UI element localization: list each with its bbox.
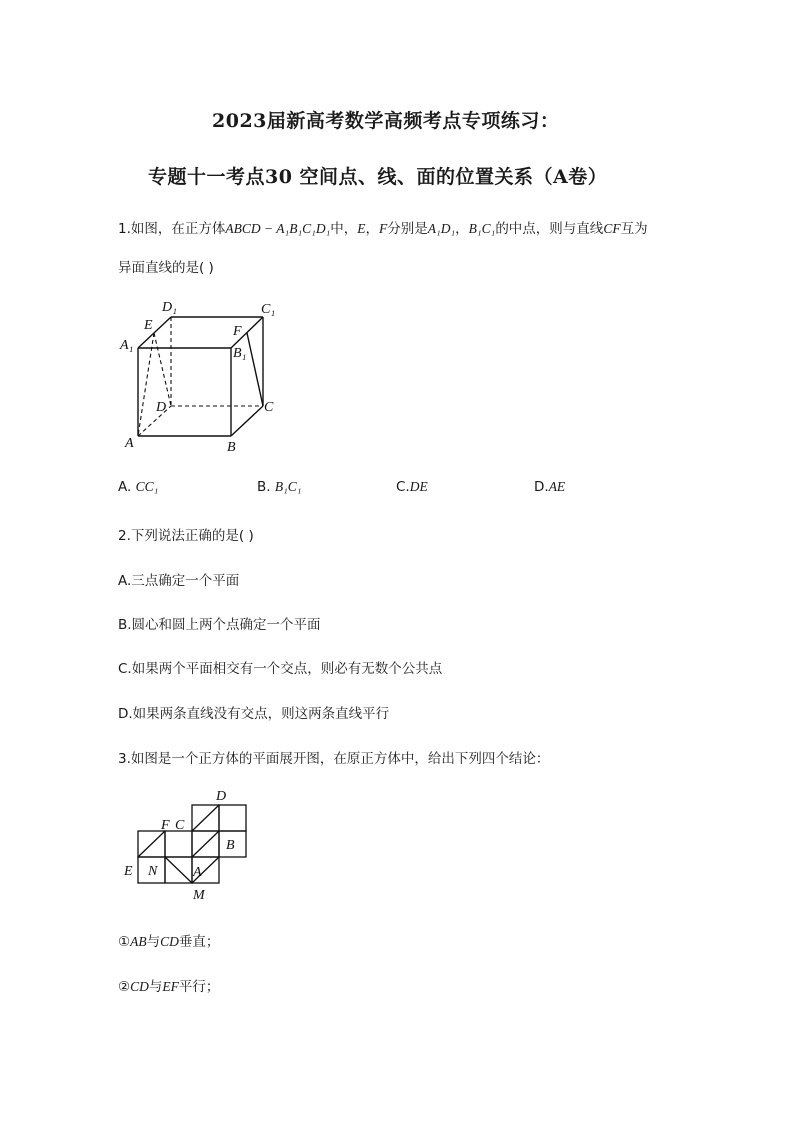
q1-option-b-value: B₁C₁ bbox=[274, 479, 302, 494]
q3-c1-connector: 与 bbox=[146, 934, 161, 950]
label-b: B bbox=[227, 440, 236, 455]
segment-cf bbox=[247, 333, 263, 406]
q1-cube-name: ABCD − A₁B₁C₁D₁ bbox=[225, 221, 331, 236]
q1-option-c-value: DE bbox=[409, 479, 428, 494]
net-label-a: A bbox=[193, 865, 202, 880]
q1-text-1: 1.如图，在正方体 bbox=[118, 221, 226, 237]
q1-text-4: 的中点，则与直线 bbox=[495, 221, 604, 237]
net-label-e: E bbox=[124, 864, 133, 879]
q1-text-5: 互为 bbox=[620, 221, 648, 237]
q1-option-a-prefix: A. bbox=[118, 479, 136, 495]
net-diagonal-1 bbox=[192, 805, 219, 831]
q1-option-d-prefix: D. bbox=[534, 479, 549, 495]
net-label-m: M bbox=[193, 888, 205, 901]
q3-c1-number: ① bbox=[118, 934, 131, 950]
label-a1: A₁ bbox=[120, 338, 134, 353]
q2-option-d[interactable]: D.如果两条直线没有交点，则这两条直线平行 bbox=[118, 706, 390, 722]
q3-conclusion-1 bbox=[118, 930, 219, 950]
net-square-top-2 bbox=[219, 805, 246, 831]
q1-option-b-prefix: B. bbox=[257, 479, 275, 495]
q1-comma-1: ， bbox=[365, 221, 380, 237]
net-label-n: N bbox=[148, 864, 158, 879]
cube-figure bbox=[116, 295, 286, 460]
q1-option-b[interactable] bbox=[257, 479, 302, 495]
net-label-d: D bbox=[216, 789, 227, 804]
q2-option-b[interactable]: B.圆心和圆上两个点确定一个平面 bbox=[118, 617, 321, 633]
q1-option-c[interactable] bbox=[396, 479, 428, 495]
q3-c1-line-b: CD bbox=[160, 934, 179, 949]
label-d1: D₁ bbox=[162, 300, 177, 315]
q1-text-3: 分别是 bbox=[387, 221, 428, 237]
label-e: E bbox=[144, 318, 153, 333]
q2-option-a[interactable]: A.三点确定一个平面 bbox=[118, 573, 240, 589]
label-f: F bbox=[233, 324, 242, 339]
q3-c2-line-a: CD bbox=[130, 979, 149, 994]
question-1-stem bbox=[118, 217, 648, 237]
q3-c2-line-b: EF bbox=[162, 979, 179, 994]
net-label-b: B bbox=[226, 838, 235, 853]
q3-c1-relation: 垂直； bbox=[178, 934, 220, 950]
q1-option-c-prefix: C. bbox=[396, 479, 410, 495]
q1-line-cf: CF bbox=[603, 221, 621, 236]
label-a: A bbox=[125, 436, 134, 451]
cube-net-figure bbox=[118, 786, 258, 901]
net-square-mid-2 bbox=[165, 831, 192, 857]
q3-c1-line-a: AB bbox=[130, 934, 147, 949]
question-3-stem: 3.如图是一个正方体的平面展开图，在原正方体中，给出下列四个结论： bbox=[118, 751, 550, 767]
page-title: 2023届新高考数学高频考点专项练习： bbox=[212, 110, 560, 132]
q2-option-c[interactable]: C.如果两个平面相交有一个交点，则必有无数个公共点 bbox=[118, 661, 443, 677]
q1-comma-2: ， bbox=[455, 221, 469, 237]
net-diagonal-4 bbox=[138, 831, 165, 857]
page-subtitle: 专题十一考点30 空间点、线、面的位置关系（A卷） bbox=[148, 166, 608, 188]
q1-option-d[interactable] bbox=[534, 479, 565, 495]
q1-option-d-value: AE bbox=[548, 479, 566, 494]
q3-c2-connector: 与 bbox=[148, 979, 163, 995]
net-diagonal-2 bbox=[192, 831, 219, 857]
q1-option-a-value: CC₁ bbox=[135, 479, 159, 494]
q1-option-a[interactable] bbox=[118, 479, 158, 495]
q1-segment-b1c1: B₁C₁ bbox=[468, 221, 496, 236]
q1-point-e: E bbox=[357, 221, 366, 236]
q3-c2-relation: 平行； bbox=[178, 979, 220, 995]
net-label-f: F bbox=[161, 818, 170, 833]
edge-b-c bbox=[231, 406, 263, 436]
label-d: D bbox=[156, 400, 167, 415]
q3-conclusion-2 bbox=[118, 975, 219, 995]
question-2-stem: 2.下列说法正确的是( ) bbox=[118, 528, 254, 544]
net-diagonal-5 bbox=[165, 857, 192, 883]
q1-segment-a1d1: A₁D₁ bbox=[427, 221, 456, 236]
q3-c2-number: ② bbox=[118, 979, 131, 995]
q1-text-2: 中， bbox=[330, 221, 358, 237]
segment-ed bbox=[154, 333, 171, 406]
label-c1: C₁ bbox=[261, 302, 276, 317]
question-1-stem-line2: 异面直线的是( ) bbox=[118, 260, 214, 276]
label-b1: B₁ bbox=[233, 346, 247, 361]
label-c: C bbox=[264, 400, 274, 415]
q1-point-f: F bbox=[379, 221, 388, 236]
edge-a1-d1 bbox=[138, 317, 171, 348]
net-label-c: C bbox=[175, 818, 185, 833]
